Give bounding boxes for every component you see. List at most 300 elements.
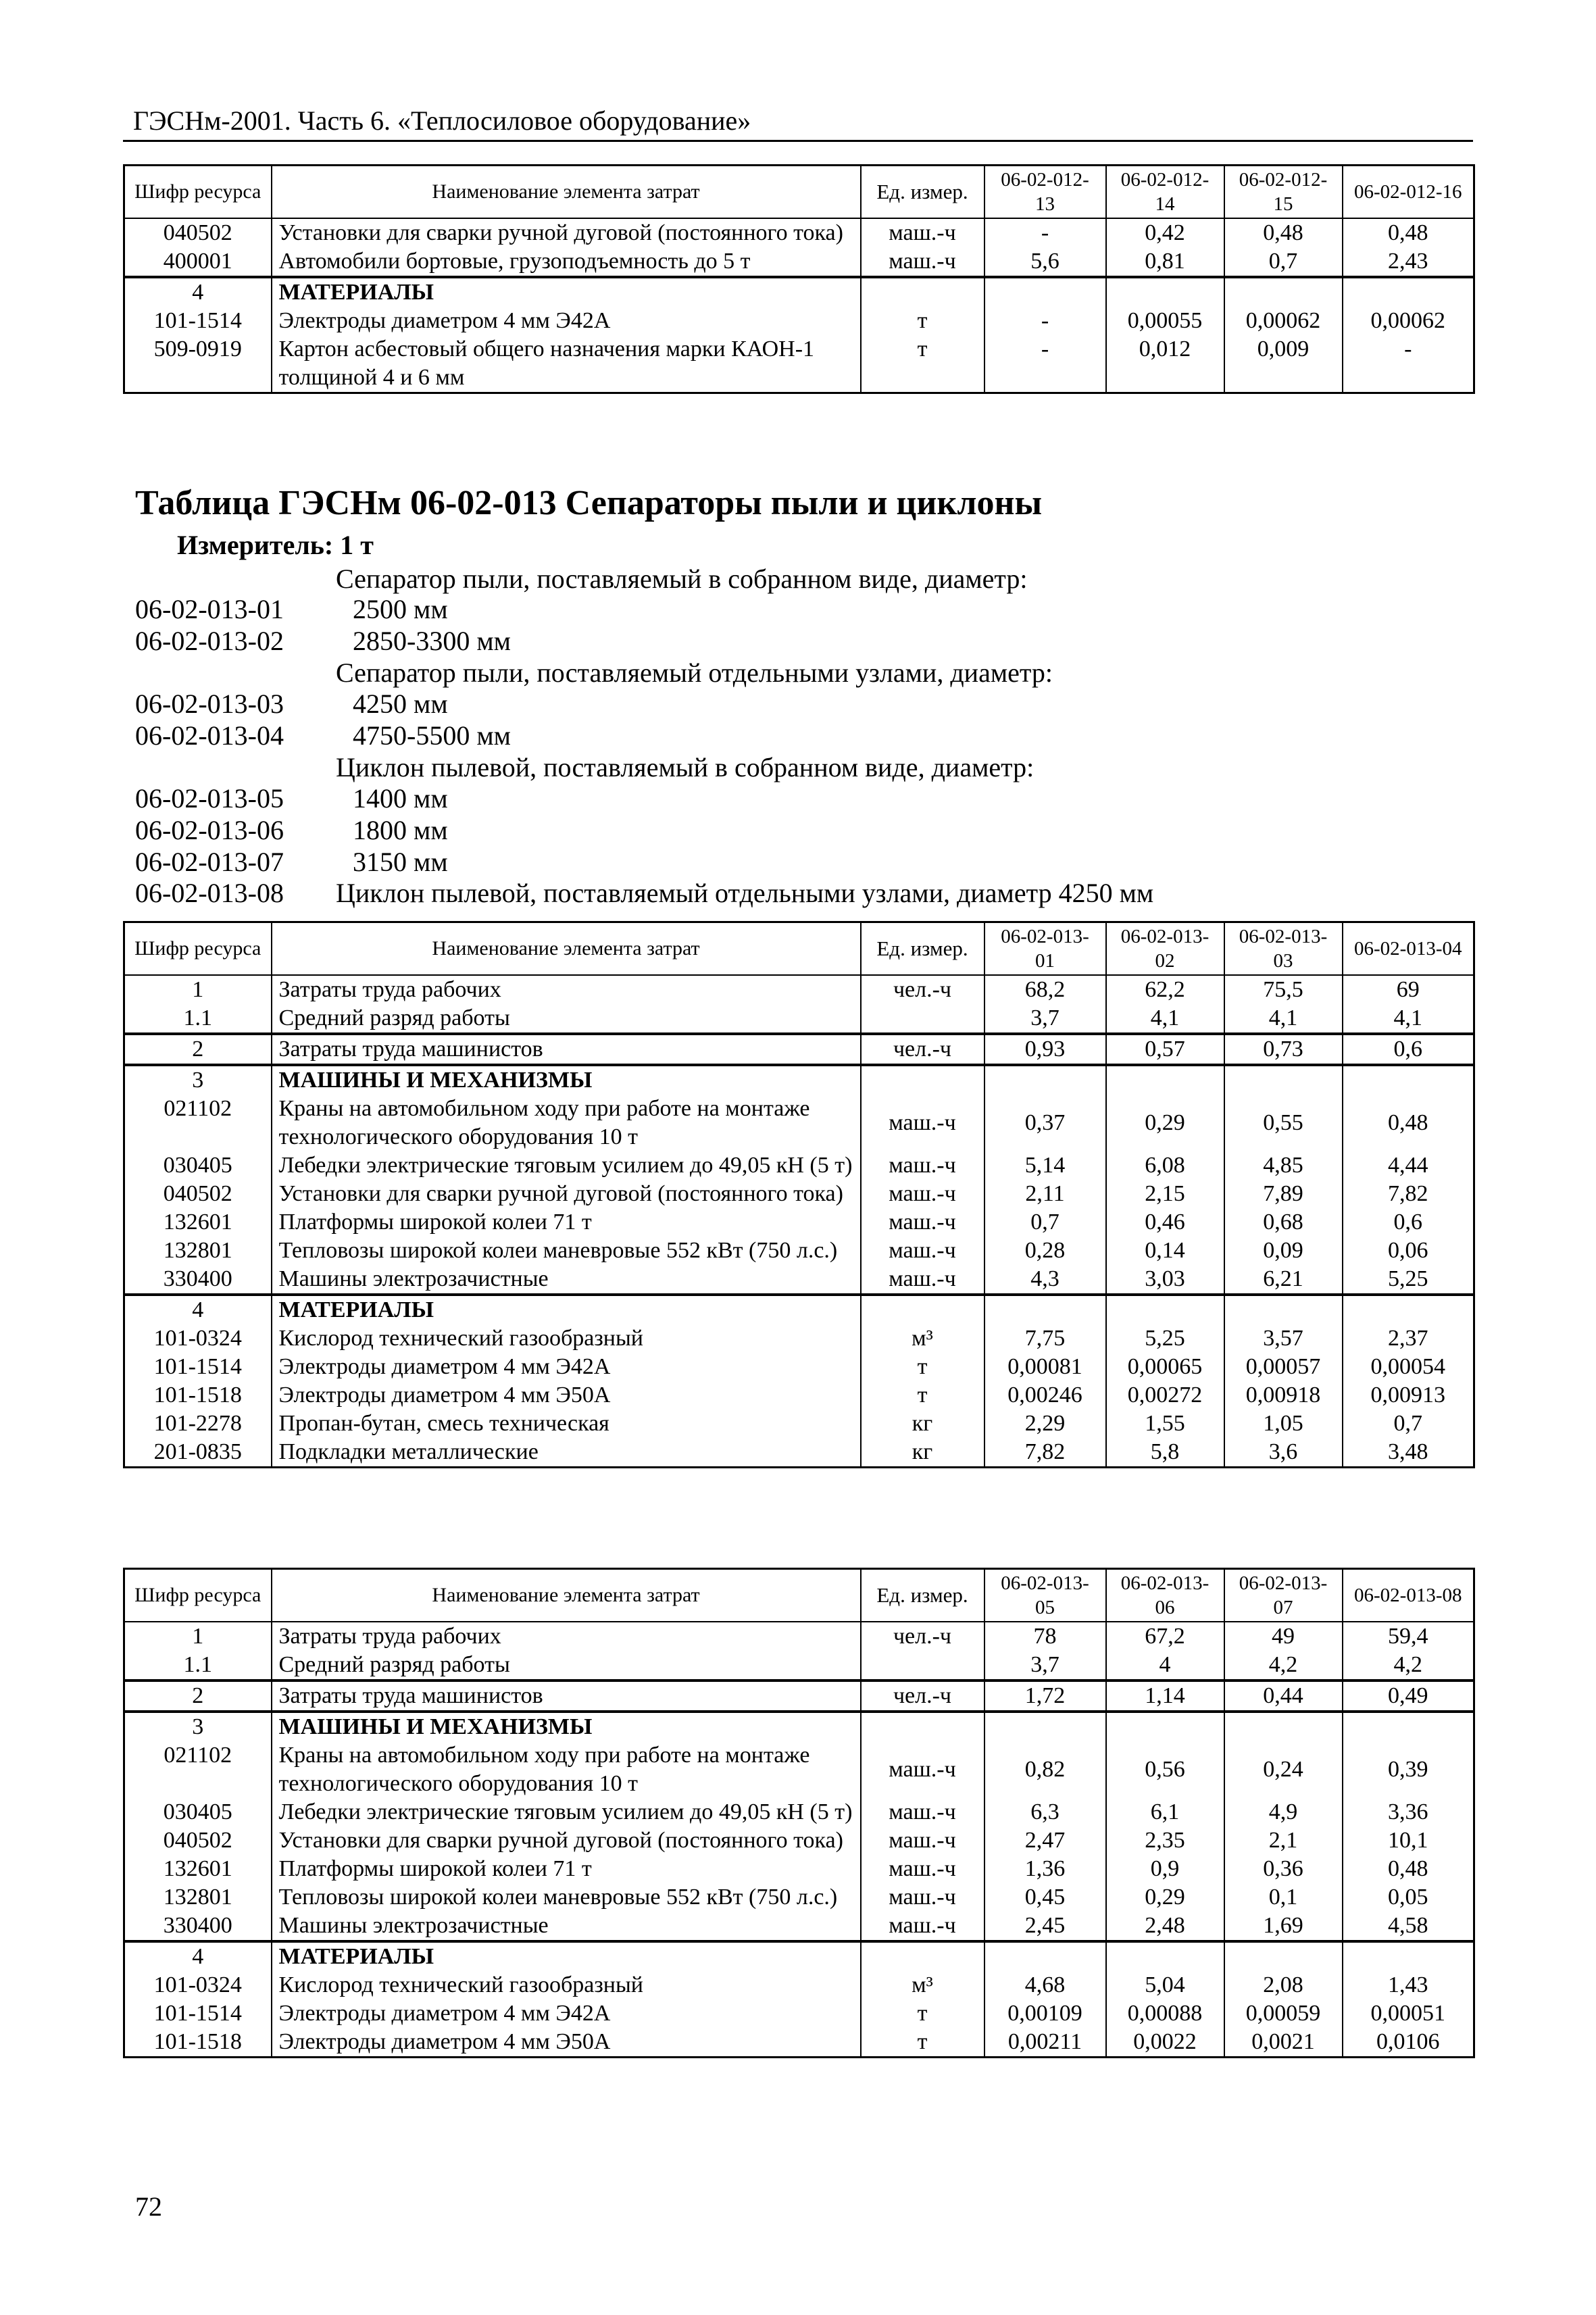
header-unit: Ед. измер. xyxy=(861,1569,984,1622)
resource-code-cell: 030405 xyxy=(124,1151,272,1180)
norm-value-cell: 1,69 xyxy=(1224,1912,1343,1941)
variant-group-heading: Сепаратор пыли, поставляемый в собранном виде, диаметр: xyxy=(336,564,1028,594)
norm-value-cell: 75,5 xyxy=(1224,975,1343,1004)
norm-value-cell: 10,1 xyxy=(1343,1826,1474,1855)
norm-value-cell: 7,89 xyxy=(1224,1180,1343,1208)
norm-value-cell: 4,3 xyxy=(984,1265,1106,1295)
variant-code: 06-02-013-03 xyxy=(135,689,284,719)
table-row xyxy=(124,218,1474,247)
norm-value-cell: 0,6 xyxy=(1343,1034,1474,1065)
norm-value-cell: 0,7 xyxy=(1343,1410,1474,1438)
norm-value-cell: 2,37 xyxy=(1343,1324,1474,1353)
norm-value-cell: 5,8 xyxy=(1106,1438,1224,1468)
norm-value-cell: 6,1 xyxy=(1106,1798,1224,1826)
norm-value-cell: 2,43 xyxy=(1343,247,1474,277)
variant-code: 06-02-013-02 xyxy=(135,626,284,656)
norm-value-cell: 1,55 xyxy=(1106,1410,1224,1438)
norm-value-cell: 4,1 xyxy=(1106,1004,1224,1034)
norm-value-cell: - xyxy=(1343,335,1474,393)
resource-code-cell: 101-1514 xyxy=(124,1353,272,1381)
variant-description: 1800 мм xyxy=(353,815,448,845)
variant-description: 2500 мм xyxy=(353,594,448,624)
norm-value-cell: 0,00062 xyxy=(1224,307,1343,335)
norm-value-cell: 0,49 xyxy=(1343,1681,1474,1712)
norm-value-cell: 0,00081 xyxy=(984,1353,1106,1381)
norm-value-cell: 0,00062 xyxy=(1343,307,1474,335)
variant-description: Циклон пылевой, поставляемый отдельными узлами, диаметр 4250 мм xyxy=(336,878,1154,908)
element-name-cell: Лебедки электрические тяговым усилием до 49,05 кН (5 т) xyxy=(272,1798,861,1826)
norm-value-cell xyxy=(984,1065,1106,1095)
unit-cell: маш.-ч xyxy=(861,1265,984,1295)
variant-code: 06-02-013-04 xyxy=(135,720,284,751)
norm-value-cell: 0,48 xyxy=(1343,218,1474,247)
norm-value-cell: 2,48 xyxy=(1106,1912,1224,1941)
norm-value-cell: 2,35 xyxy=(1106,1826,1224,1855)
norm-value-cell: 1,36 xyxy=(984,1855,1106,1883)
element-name-cell: Установки для сварки ручной дуговой (постоянного тока) xyxy=(272,218,861,247)
norm-value-cell xyxy=(984,277,1106,307)
element-name-cell: Затраты труда машинистов xyxy=(272,1681,861,1712)
norm-value-cell: 2,08 xyxy=(1224,1971,1343,1999)
norm-value-cell: 0,0022 xyxy=(1106,2028,1224,2058)
norm-value-cell xyxy=(1224,1712,1343,1741)
norm-value-cell: 0,36 xyxy=(1224,1855,1343,1883)
resource-code-cell: 030405 xyxy=(124,1798,272,1826)
element-name-cell: Тепловозы широкой колеи маневровые 552 кВт (750 л.с.) xyxy=(272,1237,861,1265)
resource-code-cell: 101-1518 xyxy=(124,1381,272,1410)
header-norm-col: 06-02-013-03 xyxy=(1224,922,1343,975)
norm-value-cell: 3,7 xyxy=(984,1004,1106,1034)
unit-cell: маш.-ч xyxy=(861,1855,984,1883)
header-norm-col: 06-02-013-05 xyxy=(984,1569,1106,1622)
header-rule xyxy=(123,140,1473,142)
norm-value-cell: 2,1 xyxy=(1224,1826,1343,1855)
unit-cell xyxy=(861,1651,984,1681)
table-row xyxy=(124,1410,1474,1438)
norm-value-cell xyxy=(1106,1712,1224,1741)
resource-code-cell: 101-1518 xyxy=(124,2028,272,2058)
element-name-cell: Установки для сварки ручной дуговой (постоянного тока) xyxy=(272,1180,861,1208)
header-element-name: Наименование элемента затрат xyxy=(272,922,861,975)
norm-value-cell: 7,82 xyxy=(1343,1180,1474,1208)
element-name-cell: Средний разряд работы xyxy=(272,1004,861,1034)
resource-code-cell: 132601 xyxy=(124,1208,272,1237)
norm-value-cell: 0,00246 xyxy=(984,1381,1106,1410)
variant-description: 4250 мм xyxy=(353,689,448,719)
unit-cell: чел.-ч xyxy=(861,1034,984,1065)
norm-value-cell: 3,7 xyxy=(984,1651,1106,1681)
norm-value-cell: 0,93 xyxy=(984,1034,1106,1065)
norm-value-cell: 2,11 xyxy=(984,1180,1106,1208)
unit-cell: маш.-ч xyxy=(861,1151,984,1180)
table-row xyxy=(124,307,1474,335)
norm-value-cell xyxy=(1224,277,1343,307)
header-norm-col: 06-02-012-16 xyxy=(1343,166,1474,218)
norm-value-cell: 0,00913 xyxy=(1343,1381,1474,1410)
resource-table-013-a xyxy=(123,921,1475,1468)
table-row xyxy=(124,335,1474,393)
norm-value-cell: 4,58 xyxy=(1343,1912,1474,1941)
element-name-cell: Электроды диаметром 4 мм Э42А xyxy=(272,1353,861,1381)
element-name-cell: Кислород технический газообразный xyxy=(272,1971,861,1999)
norm-value-cell xyxy=(1106,277,1224,307)
norm-value-cell: 1,72 xyxy=(984,1681,1106,1712)
element-name-cell: МАТЕРИАЛЫ xyxy=(272,1941,861,1971)
table-row xyxy=(124,1712,1474,1741)
variant-description: 3150 мм xyxy=(353,847,448,877)
norm-value-cell: 0,48 xyxy=(1343,1855,1474,1883)
norm-value-cell: 0,012 xyxy=(1106,335,1224,393)
resource-code-cell: 4 xyxy=(124,277,272,307)
variant-group-heading: Сепаратор пыли, поставляемый отдельными узлами, диаметр: xyxy=(336,657,1053,688)
norm-value-cell: 0,81 xyxy=(1106,247,1224,277)
header-resource-code: Шифр ресурса xyxy=(124,1569,272,1622)
norm-value-cell: 4,2 xyxy=(1343,1651,1474,1681)
norm-value-cell: 0,7 xyxy=(1224,247,1343,277)
page-number: 72 xyxy=(135,2191,162,2222)
table-row xyxy=(124,1353,1474,1381)
norm-value-cell: 4,1 xyxy=(1224,1004,1343,1034)
norm-value-cell xyxy=(1106,1941,1224,1971)
norm-value-cell: 0,00055 xyxy=(1106,307,1224,335)
resource-code-cell: 132801 xyxy=(124,1237,272,1265)
resource-code-cell: 132801 xyxy=(124,1883,272,1912)
norm-value-cell: 2,47 xyxy=(984,1826,1106,1855)
header-norm-col: 06-02-013-08 xyxy=(1343,1569,1474,1622)
header-norm-col: 06-02-012-13 xyxy=(984,166,1106,218)
norm-value-cell: 0,00051 xyxy=(1343,1999,1474,2028)
table-row xyxy=(124,247,1474,277)
element-name-cell: Установки для сварки ручной дуговой (постоянного тока) xyxy=(272,1826,861,1855)
unit-cell: чел.-ч xyxy=(861,975,984,1004)
resource-code-cell: 1.1 xyxy=(124,1651,272,1681)
header-norm-col: 06-02-013-01 xyxy=(984,922,1106,975)
norm-value-cell: 0,00054 xyxy=(1343,1353,1474,1381)
unit-cell: т xyxy=(861,2028,984,2058)
table-row xyxy=(124,1798,1474,1826)
norm-value-cell: 0,7 xyxy=(984,1208,1106,1237)
element-name-cell: Автомобили бортовые, грузоподъемность до 5 т xyxy=(272,247,861,277)
norm-value-cell: 0,6 xyxy=(1343,1208,1474,1237)
unit-cell: маш.-ч xyxy=(861,1180,984,1208)
norm-value-cell xyxy=(1343,1065,1474,1095)
element-name-cell: Машины электрозачистные xyxy=(272,1265,861,1295)
page-header: ГЭСНм-2001. Часть 6. «Теплосиловое оборудование» xyxy=(133,105,751,136)
unit-cell: чел.-ч xyxy=(861,1681,984,1712)
header-norm-col: 06-02-013-06 xyxy=(1106,1569,1224,1622)
element-name-cell: Платформы широкой колеи 71 т xyxy=(272,1855,861,1883)
resource-code-cell: 3 xyxy=(124,1712,272,1741)
norm-value-cell: 0,009 xyxy=(1224,335,1343,393)
norm-value-cell: 0,00211 xyxy=(984,2028,1106,2058)
element-name-cell: МАТЕРИАЛЫ xyxy=(272,277,861,307)
norm-value-cell xyxy=(1343,1295,1474,1324)
norm-value-cell xyxy=(1343,277,1474,307)
table-row xyxy=(124,1971,1474,1999)
norm-value-cell: 4,2 xyxy=(1224,1651,1343,1681)
norm-value-cell: 6,3 xyxy=(984,1798,1106,1826)
unit-cell: маш.-ч xyxy=(861,1208,984,1237)
table-row xyxy=(124,1826,1474,1855)
table-row xyxy=(124,1034,1474,1065)
table-row xyxy=(124,1438,1474,1468)
table-row xyxy=(124,2028,1474,2058)
norm-value-cell: 4,44 xyxy=(1343,1151,1474,1180)
norm-value-cell: 0,00088 xyxy=(1106,1999,1224,2028)
norm-value-cell: 62,2 xyxy=(1106,975,1224,1004)
resource-code-cell: 400001 xyxy=(124,247,272,277)
resource-code-cell: 330400 xyxy=(124,1265,272,1295)
resource-table-012 xyxy=(123,164,1475,394)
resource-code-cell: 2 xyxy=(124,1681,272,1712)
norm-value-cell xyxy=(984,1295,1106,1324)
norm-value-cell: 0,00272 xyxy=(1106,1381,1224,1410)
norm-value-cell: 0,0106 xyxy=(1343,2028,1474,2058)
norm-value-cell: 4,85 xyxy=(1224,1151,1343,1180)
norm-value-cell xyxy=(1224,1065,1343,1095)
table-row xyxy=(124,1095,1474,1151)
norm-value-cell xyxy=(984,1941,1106,1971)
norm-value-cell: 69 xyxy=(1343,975,1474,1004)
norm-value-cell: 0,00109 xyxy=(984,1999,1106,2028)
norm-value-cell: 2,29 xyxy=(984,1410,1106,1438)
resource-code-cell: 132601 xyxy=(124,1855,272,1883)
resource-code-cell: 4 xyxy=(124,1295,272,1324)
norm-value-cell: 0,09 xyxy=(1224,1237,1343,1265)
norm-value-cell: 7,75 xyxy=(984,1324,1106,1353)
norm-value-cell: 1,43 xyxy=(1343,1971,1474,1999)
unit-cell: т xyxy=(861,1353,984,1381)
header-norm-col: 06-02-013-02 xyxy=(1106,922,1224,975)
norm-value-cell: 0,28 xyxy=(984,1237,1106,1265)
table-row xyxy=(124,1855,1474,1883)
table-row xyxy=(124,1941,1474,1971)
table-row xyxy=(124,1681,1474,1712)
element-name-cell: Пропан-бутан, смесь техническая xyxy=(272,1410,861,1438)
norm-value-cell: 0,82 xyxy=(984,1741,1106,1798)
element-name-cell: МАШИНЫ И МЕХАНИЗМЫ xyxy=(272,1065,861,1095)
table-row xyxy=(124,1381,1474,1410)
table-row xyxy=(124,1999,1474,2028)
variant-code: 06-02-013-06 xyxy=(135,815,284,845)
element-name-cell: Тепловозы широкой колеи маневровые 552 кВт (750 л.с.) xyxy=(272,1883,861,1912)
unit-cell: маш.-ч xyxy=(861,1912,984,1941)
unit-cell xyxy=(861,1295,984,1324)
resource-code-cell: 101-1514 xyxy=(124,307,272,335)
resource-code-cell: 101-0324 xyxy=(124,1971,272,1999)
table-row xyxy=(124,1237,1474,1265)
norm-value-cell: 4,68 xyxy=(984,1971,1106,1999)
norm-value-cell: 3,57 xyxy=(1224,1324,1343,1353)
unit-cell: маш.-ч xyxy=(861,1883,984,1912)
norm-value-cell: 0,48 xyxy=(1343,1095,1474,1151)
norm-value-cell: 0,06 xyxy=(1343,1237,1474,1265)
norm-value-cell: 2,15 xyxy=(1106,1180,1224,1208)
unit-cell: маш.-ч xyxy=(861,1237,984,1265)
header-element-name: Наименование элемента затрат xyxy=(272,1569,861,1622)
element-name-cell: МАШИНЫ И МЕХАНИЗМЫ xyxy=(272,1712,861,1741)
header-unit: Ед. измер. xyxy=(861,166,984,218)
table-row xyxy=(124,1180,1474,1208)
element-name-cell: Затраты труда рабочих xyxy=(272,975,861,1004)
norm-value-cell: 2,45 xyxy=(984,1912,1106,1941)
table-row xyxy=(124,1622,1474,1651)
norm-value-cell: 49 xyxy=(1224,1622,1343,1651)
unit-cell xyxy=(861,277,984,307)
norm-value-cell: 0,24 xyxy=(1224,1741,1343,1798)
header-element-name: Наименование элемента затрат xyxy=(272,166,861,218)
norm-value-cell: 0,42 xyxy=(1106,218,1224,247)
norm-value-cell xyxy=(1106,1295,1224,1324)
norm-value-cell: 0,44 xyxy=(1224,1681,1343,1712)
norm-value-cell: 67,2 xyxy=(1106,1622,1224,1651)
norm-value-cell: 0,00918 xyxy=(1224,1381,1343,1410)
table-row xyxy=(124,1295,1474,1324)
table-row xyxy=(124,1004,1474,1034)
norm-value-cell: 1,14 xyxy=(1106,1681,1224,1712)
norm-value-cell xyxy=(1106,1065,1224,1095)
unit-cell: маш.-ч xyxy=(861,1741,984,1798)
unit-cell: маш.-ч xyxy=(861,1798,984,1826)
unit-cell: кг xyxy=(861,1410,984,1438)
resource-code-cell: 040502 xyxy=(124,1826,272,1855)
norm-value-cell: 5,14 xyxy=(984,1151,1106,1180)
table-row xyxy=(124,1741,1474,1798)
norm-value-cell xyxy=(984,1712,1106,1741)
norm-value-cell: 0,14 xyxy=(1106,1237,1224,1265)
norm-value-cell xyxy=(1224,1941,1343,1971)
norm-value-cell: 5,25 xyxy=(1343,1265,1474,1295)
element-name-cell: Электроды диаметром 4 мм Э42А xyxy=(272,307,861,335)
resource-code-cell: 040502 xyxy=(124,218,272,247)
unit-cell: чел.-ч xyxy=(861,1622,984,1651)
norm-value-cell xyxy=(1343,1712,1474,1741)
header-norm-col: 06-02-012-14 xyxy=(1106,166,1224,218)
norm-value-cell: 0,29 xyxy=(1106,1095,1224,1151)
unit-cell: маш.-ч xyxy=(861,218,984,247)
element-name-cell: Лебедки электрические тяговым усилием до 49,05 кН (5 т) xyxy=(272,1151,861,1180)
norm-value-cell: 0,68 xyxy=(1224,1208,1343,1237)
table-title: Таблица ГЭСНм 06-02-013 Сепараторы пыли и циклоны xyxy=(135,484,1043,522)
norm-value-cell: 4 xyxy=(1106,1651,1224,1681)
resource-code-cell: 1 xyxy=(124,1622,272,1651)
variant-code: 06-02-013-08 xyxy=(135,878,284,908)
unit-cell: т xyxy=(861,335,984,393)
resource-code-cell: 201-0835 xyxy=(124,1438,272,1468)
resource-code-cell: 040502 xyxy=(124,1180,272,1208)
norm-value-cell: - xyxy=(984,218,1106,247)
table-row xyxy=(124,1651,1474,1681)
element-name-cell: Кислород технический газообразный xyxy=(272,1324,861,1353)
norm-value-cell: 68,2 xyxy=(984,975,1106,1004)
element-name-cell: МАТЕРИАЛЫ xyxy=(272,1295,861,1324)
table-row xyxy=(124,1265,1474,1295)
header-norm-col: 06-02-013-07 xyxy=(1224,1569,1343,1622)
element-name-cell: Подкладки металлические xyxy=(272,1438,861,1468)
unit-cell xyxy=(861,1941,984,1971)
resource-code-cell: 3 xyxy=(124,1065,272,1095)
resource-code-cell: 2 xyxy=(124,1034,272,1065)
table-row xyxy=(124,1324,1474,1353)
resource-code-cell: 4 xyxy=(124,1941,272,1971)
resource-code-cell: 1 xyxy=(124,975,272,1004)
unit-cell: кг xyxy=(861,1438,984,1468)
resource-table-013-b xyxy=(123,1568,1475,2058)
norm-value-cell: 0,1 xyxy=(1224,1883,1343,1912)
variant-description: 4750-5500 мм xyxy=(353,720,511,751)
unit-cell xyxy=(861,1712,984,1741)
table-row xyxy=(124,1065,1474,1095)
norm-value-cell: 6,21 xyxy=(1224,1265,1343,1295)
unit-cell: маш.-ч xyxy=(861,1826,984,1855)
norm-value-cell: 0,00057 xyxy=(1224,1353,1343,1381)
element-name-cell: Электроды диаметром 4 мм Э50А xyxy=(272,2028,861,2058)
norm-value-cell xyxy=(1343,1941,1474,1971)
unit-cell: т xyxy=(861,1999,984,2028)
norm-value-cell: 0,73 xyxy=(1224,1034,1343,1065)
element-name-cell: Краны на автомобильном ходу при работе на монтаже технологического оборудования 10 т xyxy=(272,1095,861,1151)
norm-value-cell: 3,48 xyxy=(1343,1438,1474,1468)
norm-value-cell: 0,9 xyxy=(1106,1855,1224,1883)
header-norm-col: 06-02-013-04 xyxy=(1343,922,1474,975)
norm-value-cell: 0,00059 xyxy=(1224,1999,1343,2028)
element-name-cell: Затраты труда машинистов xyxy=(272,1034,861,1065)
table-row xyxy=(124,975,1474,1004)
table-row xyxy=(124,1151,1474,1180)
resource-code-cell: 021102 xyxy=(124,1095,272,1151)
variant-description: 2850-3300 мм xyxy=(353,626,511,656)
norm-value-cell: 0,00065 xyxy=(1106,1353,1224,1381)
unit-cell xyxy=(861,1065,984,1095)
element-name-cell: Машины электрозачистные xyxy=(272,1912,861,1941)
resource-code-cell: 101-2278 xyxy=(124,1410,272,1438)
element-name-cell: Картон асбестовый общего назначения марки КАОН-1 толщиной 4 и 6 мм xyxy=(272,335,861,393)
norm-value-cell: 7,82 xyxy=(984,1438,1106,1468)
element-name-cell: Электроды диаметром 4 мм Э42А xyxy=(272,1999,861,2028)
unit-cell: т xyxy=(861,307,984,335)
unit-cell: м³ xyxy=(861,1971,984,1999)
unit-cell: маш.-ч xyxy=(861,1095,984,1151)
unit-cell: маш.-ч xyxy=(861,247,984,277)
element-name-cell: Краны на автомобильном ходу при работе на монтаже технологического оборудования 10 т xyxy=(272,1741,861,1798)
variant-description: 1400 мм xyxy=(353,783,448,814)
variant-code: 06-02-013-01 xyxy=(135,594,284,624)
norm-value-cell: 5,6 xyxy=(984,247,1106,277)
unit-cell xyxy=(861,1004,984,1034)
norm-value-cell: 0,55 xyxy=(1224,1095,1343,1151)
unit-cell: м³ xyxy=(861,1324,984,1353)
norm-value-cell xyxy=(1224,1295,1343,1324)
measure-unit: Измеритель: 1 т xyxy=(177,530,374,560)
header-resource-code: Шифр ресурса xyxy=(124,166,272,218)
resource-code-cell: 101-0324 xyxy=(124,1324,272,1353)
norm-value-cell: 0,37 xyxy=(984,1095,1106,1151)
norm-value-cell: 4,9 xyxy=(1224,1798,1343,1826)
header-unit: Ед. измер. xyxy=(861,922,984,975)
element-name-cell: Электроды диаметром 4 мм Э50А xyxy=(272,1381,861,1410)
unit-cell: т xyxy=(861,1381,984,1410)
norm-value-cell: 0,29 xyxy=(1106,1883,1224,1912)
header-norm-col: 06-02-012-15 xyxy=(1224,166,1343,218)
norm-value-cell: 0,48 xyxy=(1224,218,1343,247)
norm-value-cell: 0,05 xyxy=(1343,1883,1474,1912)
norm-value-cell: 0,56 xyxy=(1106,1741,1224,1798)
norm-value-cell: 0,39 xyxy=(1343,1741,1474,1798)
norm-value-cell: 1,05 xyxy=(1224,1410,1343,1438)
table-row xyxy=(124,1883,1474,1912)
norm-value-cell: 4,1 xyxy=(1343,1004,1474,1034)
norm-value-cell: 5,04 xyxy=(1106,1971,1224,1999)
